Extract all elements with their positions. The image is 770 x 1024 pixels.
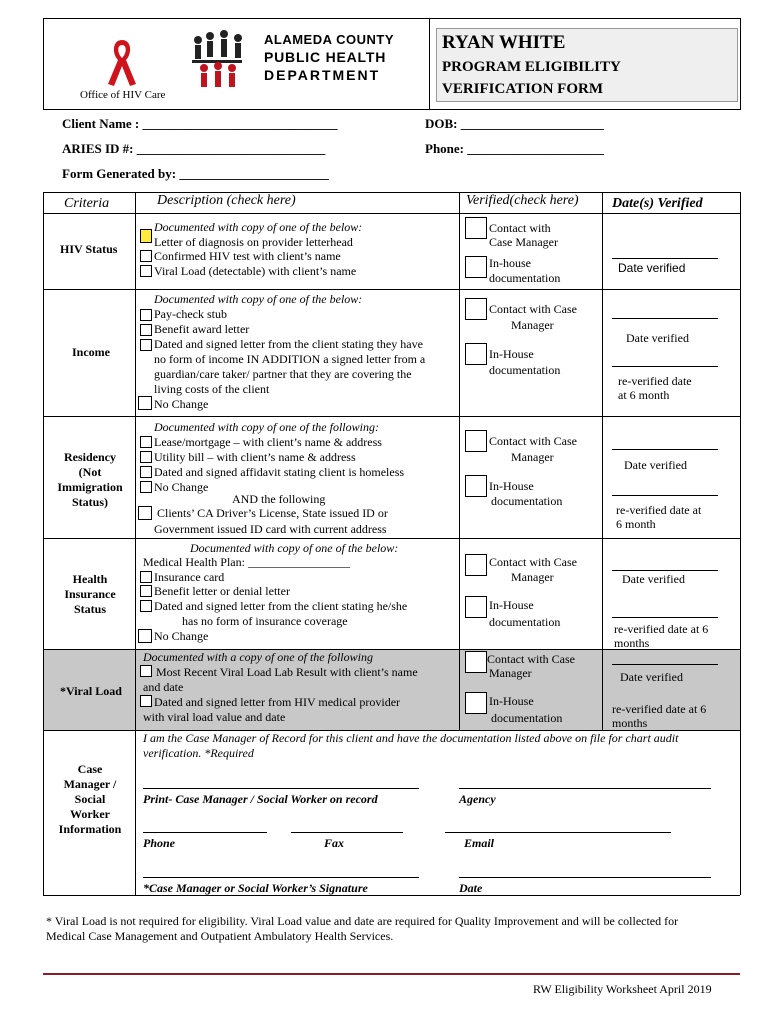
hiv-checkbox-viral[interactable]	[140, 265, 152, 277]
viral-item-lab-2: and date	[143, 680, 184, 694]
residency-checkbox-license[interactable]	[138, 506, 152, 520]
insurance-plan-field[interactable]: Medical Health Plan: _________________	[143, 555, 350, 569]
hiv-date-verified: Date verified	[618, 261, 686, 275]
criteria-residency-1: Residency	[64, 450, 116, 464]
insurance-item-nochange: No Change	[154, 629, 209, 643]
form-title-line3: VERIFICATION FORM	[442, 81, 603, 97]
residency-date-verified: Date verified	[624, 458, 687, 472]
criteria-cm-2: Manager /	[63, 777, 117, 791]
col-header-description: Description (check here)	[157, 193, 296, 208]
table-header-rule	[43, 213, 740, 214]
residency-item-license-2: Government issued ID card with current address	[154, 522, 387, 536]
insurance-reverify-line[interactable]	[612, 617, 718, 618]
criteria-cm-3: Social	[74, 792, 106, 806]
hiv-verify-cm-line1: Contact with	[489, 221, 551, 235]
viral-date-verified: Date verified	[620, 670, 683, 684]
residency-intro: Documented with copy of one of the following:	[154, 420, 379, 434]
insurance-item-letter-1: Dated and signed letter from the client stating he/she	[154, 599, 408, 613]
aries-id-field[interactable]: ARIES ID #: _____________________________	[62, 141, 326, 156]
form-generated-field[interactable]: Form Generated by: _______________________	[62, 166, 329, 181]
col-rule-description	[459, 192, 460, 730]
hiv-verify-inhouse-checkbox[interactable]	[465, 256, 487, 278]
criteria-cm-1: Case	[77, 762, 103, 776]
hiv-date-line[interactable]	[612, 258, 718, 259]
cm-fax-line[interactable]	[291, 832, 403, 833]
office-name: Office of HIV Care	[80, 89, 166, 101]
health-dept-logo-icon	[186, 28, 252, 90]
col-rule-right	[740, 192, 741, 895]
insurance-checkbox-letter[interactable]	[140, 600, 152, 612]
cm-agency-label: Agency	[459, 792, 496, 806]
org-name-line3: DEPARTMENT	[264, 67, 381, 83]
hiv-checkbox-test[interactable]	[140, 250, 152, 262]
hiv-checkbox-letter[interactable]	[140, 229, 152, 243]
col-rule-verified	[602, 192, 603, 730]
dob-field[interactable]: DOB: ______________________	[425, 116, 604, 131]
residency-verify-inhouse-line2: documentation	[491, 494, 563, 508]
insurance-checkbox-card[interactable]	[140, 571, 152, 583]
income-item-nochange: No Change	[154, 397, 209, 411]
criteria-residency-4: Status)	[71, 495, 108, 509]
cm-fax-label: Fax	[324, 836, 345, 850]
viral-checkbox-letter[interactable]	[140, 695, 152, 707]
criteria-income: Income	[72, 345, 110, 359]
hiv-verify-inhouse-line1: In-house	[489, 256, 531, 270]
income-verify-inhouse-checkbox[interactable]	[465, 343, 487, 365]
viral-date-line[interactable]	[612, 664, 718, 665]
table-top-rule	[43, 192, 740, 193]
insurance-verify-cm-line2: Manager	[511, 570, 554, 584]
income-checkbox-nochange[interactable]	[138, 396, 152, 410]
insurance-intro: Documented with copy of one of the below:	[190, 541, 399, 555]
residency-verify-inhouse-checkbox[interactable]	[465, 475, 487, 497]
insurance-verify-inhouse-line2: documentation	[489, 615, 561, 629]
cm-print-line[interactable]	[143, 788, 419, 789]
residency-and-following: AND the following	[232, 492, 326, 506]
income-verify-cm-line2: Manager	[511, 318, 554, 332]
criteria-residency-2: (Not	[78, 465, 102, 479]
viral-reverify-2: months	[612, 716, 648, 730]
viral-item-letter-2: with viral load value and date	[143, 710, 286, 724]
insurance-checkbox-benefit[interactable]	[140, 585, 152, 597]
income-verify-cm-checkbox[interactable]	[465, 298, 487, 320]
viral-reverify-1: re-verified date at 6	[612, 702, 707, 716]
residency-verify-inhouse-line1: In-House	[489, 479, 534, 493]
insurance-item-card: Insurance card	[154, 570, 225, 584]
residency-checkbox-lease[interactable]	[140, 436, 152, 448]
residency-date-line[interactable]	[612, 449, 718, 450]
insurance-item-letter-2: has no form of insurance coverage	[182, 614, 348, 628]
income-reverify-1: re-verified date	[618, 374, 692, 388]
viral-verify-cm-line2: Manager	[489, 666, 532, 680]
cm-signature-line[interactable]	[143, 877, 419, 878]
viral-verify-cm-line1: Contact with Case	[487, 652, 575, 666]
hiv-item-test: Confirmed HIV test with client’s name	[154, 249, 341, 263]
hiv-item-viral: Viral Load (detectable) with client’s name	[154, 264, 357, 278]
criteria-viral-load: *Viral Load	[60, 684, 122, 698]
cm-statement-2: verification. *Required	[143, 746, 254, 760]
income-item-letter-3: guardian/care taker/ partner that they are covering the	[154, 367, 412, 381]
viral-intro: Documented with a copy of one of the following	[143, 650, 373, 664]
row-rule-residency	[43, 538, 740, 539]
footnote-line-2: Medical Case Management and Outpatient Ambulatory Health Services.	[46, 929, 394, 943]
criteria-hiv-status: HIV Status	[60, 242, 118, 256]
income-checkbox-letter[interactable]	[140, 339, 152, 351]
insurance-verify-inhouse-checkbox[interactable]	[465, 596, 487, 618]
red-ribbon-icon	[104, 36, 140, 88]
criteria-cm-4: Worker	[70, 807, 110, 821]
income-reverify-2: at 6 month	[618, 388, 670, 402]
cm-signature-label: *Case Manager or Social Worker’s Signature	[143, 881, 368, 895]
org-name-line2: PUBLIC HEALTH	[264, 49, 387, 65]
criteria-residency-3: Immigration	[57, 480, 123, 494]
viral-verify-inhouse-line2: documentation	[491, 711, 563, 725]
form-title-line1: RYAN WHITE	[442, 32, 566, 53]
residency-verify-cm-checkbox[interactable]	[465, 430, 487, 452]
cm-date-line[interactable]	[459, 877, 711, 878]
criteria-insurance-2: Insurance	[64, 587, 116, 601]
cm-phone-label: Phone	[143, 836, 176, 850]
income-date-verified: Date verified	[626, 331, 689, 345]
insurance-checkbox-nochange[interactable]	[138, 629, 152, 643]
income-date-line[interactable]	[612, 318, 718, 319]
insurance-item-benefit: Benefit letter or denial letter	[154, 584, 290, 598]
footnote-line-1: * Viral Load is not required for eligibility. Viral Load value and date are required for Quality Improvement and will be collected for	[46, 914, 679, 928]
cm-date-label: Date	[459, 881, 483, 895]
cm-email-line[interactable]	[445, 832, 671, 833]
insurance-reverify-1: re-verified date at 6	[614, 622, 709, 636]
hiv-verify-cm-line2: Case Manager	[489, 235, 558, 249]
cm-email-label: Email	[464, 836, 495, 850]
cm-phone-line[interactable]	[143, 832, 267, 833]
income-item-letter-2: no form of income IN ADDITION a signed letter from a	[154, 352, 426, 366]
residency-item-nochange: No Change	[154, 480, 209, 494]
insurance-date-line[interactable]	[612, 570, 718, 571]
income-intro: Documented with copy of one of the below:	[154, 292, 363, 306]
criteria-cm-5: Information	[58, 822, 122, 836]
viral-verify-inhouse-checkbox[interactable]	[465, 692, 487, 714]
income-item-paycheck: Pay-check stub	[154, 307, 227, 321]
residency-checkbox-utility[interactable]	[140, 451, 152, 463]
residency-item-lease: Lease/mortgage – with client’s name & address	[154, 435, 382, 449]
row-rule-income	[43, 416, 740, 417]
footer-text: RW Eligibility Worksheet April 2019	[533, 982, 712, 996]
residency-checkbox-nochange[interactable]	[140, 481, 152, 493]
income-verify-inhouse-line2: documentation	[489, 363, 561, 377]
row-rule-hiv	[43, 289, 740, 290]
residency-verify-cm-line2: Manager	[511, 450, 554, 464]
phone-field[interactable]: Phone: _____________________	[425, 141, 604, 156]
client-name-field[interactable]: Client Name : ______________________________	[62, 116, 338, 131]
viral-item-letter-1: Dated and signed letter from HIV medical provider	[154, 695, 401, 709]
hiv-intro: Documented with copy of one of the below:	[154, 220, 363, 234]
col-header-verified: Verified(check here)	[466, 193, 579, 208]
col-header-criteria: Criteria	[64, 196, 110, 211]
income-reverify-line[interactable]	[612, 366, 718, 367]
insurance-verify-cm-checkbox[interactable]	[465, 554, 487, 576]
residency-item-license-1: Clients’ CA Driver’s License, State issued ID or	[157, 506, 388, 520]
income-item-letter-1: Dated and signed letter from the client stating they have	[154, 337, 423, 351]
residency-reverify-1: re-verified date at	[616, 503, 702, 517]
income-verify-cm-line1: Contact with Case	[489, 302, 577, 316]
income-checkbox-paycheck[interactable]	[140, 309, 152, 321]
cm-agency-line[interactable]	[459, 788, 711, 789]
insurance-verify-inhouse-line1: In-House	[489, 598, 534, 612]
insurance-date-verified: Date verified	[622, 572, 685, 586]
residency-checkbox-affidavit[interactable]	[140, 466, 152, 478]
residency-verify-cm-line1: Contact with Case	[489, 434, 577, 448]
org-name-line1: ALAMEDA COUNTY	[264, 32, 395, 47]
criteria-insurance-3: Status	[73, 602, 106, 616]
income-verify-inhouse-line1: In-House	[489, 347, 534, 361]
viral-verify-cm-checkbox[interactable]	[465, 651, 487, 673]
hiv-verify-cm-checkbox[interactable]	[465, 217, 487, 239]
hiv-item-letter: Letter of diagnosis on provider letterhead	[154, 235, 353, 249]
viral-verify-inhouse-line1: In-House	[489, 694, 534, 708]
hiv-verify-inhouse-line2: documentation	[489, 271, 561, 285]
income-item-benefit: Benefit award letter	[154, 322, 250, 336]
income-checkbox-benefit[interactable]	[140, 324, 152, 336]
col-header-dates: Date(s) Verified	[612, 196, 703, 211]
residency-item-affidavit: Dated and signed affidavit stating client is homeless	[154, 465, 405, 479]
income-item-letter-4: living costs of the client	[154, 382, 270, 396]
viral-checkbox-lab[interactable]	[140, 665, 152, 677]
form-title-line2: PROGRAM ELIGIBILITY	[442, 59, 621, 75]
footer-rule	[43, 973, 740, 975]
viral-item-lab-1: Most Recent Viral Load Lab Result with client’s name	[156, 665, 418, 679]
residency-reverify-2: 6 month	[616, 517, 656, 531]
insurance-verify-cm-line1: Contact with Case	[489, 555, 577, 569]
residency-reverify-line[interactable]	[612, 495, 718, 496]
residency-item-utility: Utility bill – with client’s name & address	[154, 450, 356, 464]
cm-print-label: Print- Case Manager / Social Worker on record	[143, 792, 378, 806]
criteria-insurance-1: Health	[72, 572, 108, 586]
insurance-reverify-2: months	[614, 636, 650, 650]
cm-statement-1: I am the Case Manager of Record for this client and have the documentation listed above on file for chart audit	[143, 731, 679, 745]
